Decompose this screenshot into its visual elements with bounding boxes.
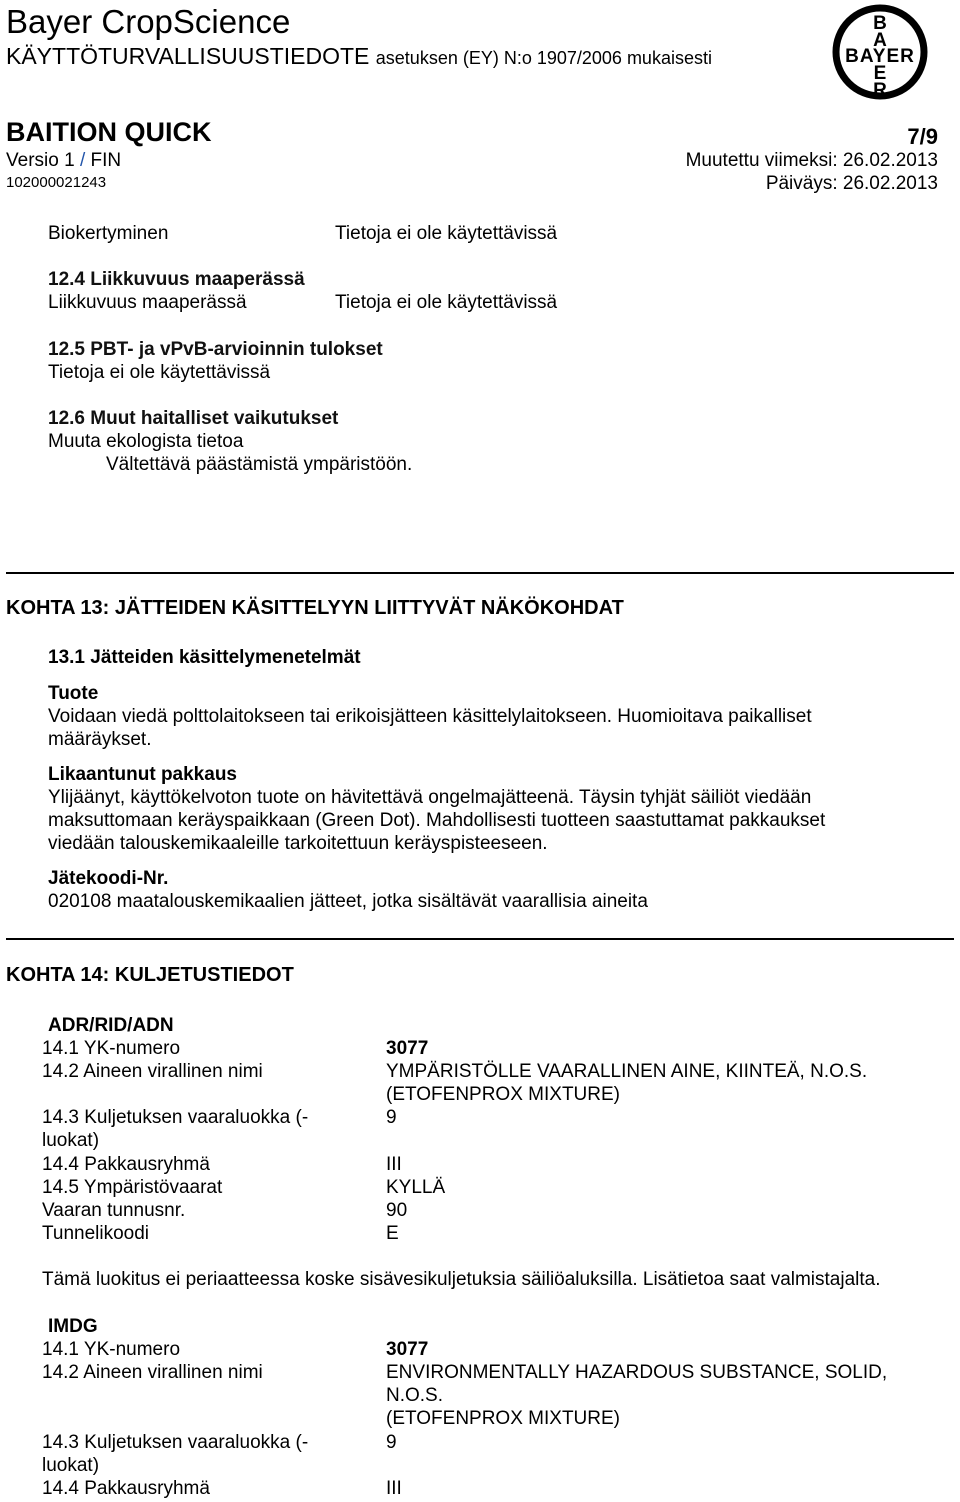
svg-text:E: E: [873, 63, 887, 84]
version-separator: /: [79, 150, 86, 171]
adr-hazard-class-value: 9: [386, 1107, 397, 1128]
adr-environmental-hazards-label: 14.5 Ympäristövaarat: [42, 1177, 223, 1198]
adr-tunnel-code-label: Tunnelikoodi: [42, 1223, 150, 1244]
waste-code-label: Jätekoodi-Nr.: [48, 868, 169, 889]
adr-packing-group-label: 14.4 Pakkausryhmä: [42, 1154, 210, 1175]
section-divider: [6, 572, 954, 574]
imdg-heading: IMDG: [48, 1316, 98, 1337]
avoid-release-text: Vältettävä päästämistä ympäristöön.: [106, 454, 413, 475]
packaging-text-line2: maksuttomaan keräyspaikkaan (Green Dot). Mahdollisesti tuotteen saastuttamat pakkaukset: [48, 810, 826, 831]
svg-text:A: A: [873, 30, 887, 51]
imdg-proper-name-value-line3: (ETOFENPROX MIXTURE): [386, 1408, 620, 1429]
bayer-cross-logo: [832, 2, 928, 102]
page-number: 7/9: [907, 124, 938, 149]
soil-mobility-label: Liikkuvuus maaperässä: [48, 292, 247, 313]
product-name: BAITION QUICK: [6, 117, 212, 147]
language-code: FIN: [90, 150, 122, 171]
section-12-4-title: 12.4 Liikkuvuus maaperässä: [48, 269, 305, 290]
modified-date: Muutettu viimeksi: 26.02.2013: [685, 150, 938, 171]
svg-text:BAYER: BAYER: [845, 46, 915, 67]
adr-environmental-hazards-value: KYLLÄ: [386, 1177, 446, 1198]
adr-hazard-class-label-line1: 14.3 Kuljetuksen vaaraluokka (-: [42, 1107, 309, 1128]
imdg-packing-group-value: III: [386, 1478, 402, 1499]
soil-mobility-value: Tietoja ei ole käytettävissä: [335, 292, 558, 313]
product-disposal-text-line1: Voidaan viedä polttolaitokseen tai erikoisjätteen käsittelylaitokseen. Huomioitava paikalliset: [48, 706, 812, 727]
svg-text:R: R: [873, 80, 887, 101]
adr-un-number-value: 3077: [386, 1038, 429, 1059]
imdg-un-number-label: 14.1 YK-numero: [42, 1339, 181, 1360]
section-12-5-title: 12.5 PBT- ja vPvB-arvioinnin tulokset: [48, 339, 383, 360]
imdg-packing-group-label: 14.4 Pakkausryhmä: [42, 1478, 210, 1499]
adr-packing-group-value: III: [386, 1154, 402, 1175]
document-number: 102000021243: [6, 174, 107, 191]
section-divider: [6, 938, 954, 940]
adr-un-number-label: 14.1 YK-numero: [42, 1038, 181, 1059]
section-13-title: KOHTA 13: JÄTTEIDEN KÄSITTELYYN LIITTYVÄT NÄKÖKOHDAT: [6, 597, 624, 619]
adr-tunnel-code-value: E: [386, 1223, 399, 1244]
section-14-title: KOHTA 14: KULJETUSTIEDOT: [6, 964, 294, 986]
adr-proper-name-label: 14.2 Aineen virallinen nimi: [42, 1061, 263, 1082]
version-label: Versio 1: [6, 150, 75, 171]
section-12-6-title: 12.6 Muut haitalliset vaikutukset: [48, 408, 339, 429]
pbt-assessment-text: Tietoja ei ole käytettävissä: [48, 362, 271, 383]
imdg-hazard-class-label-line1: 14.3 Kuljetuksen vaaraluokka (-: [42, 1432, 309, 1453]
waste-code-text: 020108 maatalouskemikaalien jätteet, jotka sisältävät vaarallisia aineita: [48, 891, 648, 912]
adr-proper-name-value-line1: YMPÄRISTÖLLE VAARALLINEN AINE, KIINTEÄ, N.O.S.: [386, 1061, 868, 1082]
document-title: [6, 42, 712, 72]
imdg-hazard-class-value: 9: [386, 1432, 397, 1453]
company-name: Bayer CropScience: [6, 3, 291, 40]
contaminated-packaging-label: Likaantunut pakkaus: [48, 764, 237, 785]
adr-classification-note: Tämä luokitus ei periaatteessa koske sisävesikuljetuksia säiliöaluksilla. Lisätietoa saat valmistajalta.: [42, 1269, 881, 1290]
document-regulation: asetuksen (EY) N:o 1907/2006 mukaisesti: [375, 48, 712, 68]
issue-date: Päiväys: 26.02.2013: [765, 173, 938, 194]
imdg-proper-name-value-line2: N.O.S.: [386, 1385, 444, 1406]
imdg-proper-name-value-line1: ENVIRONMENTALLY HAZARDOUS SUBSTANCE, SOLID,: [386, 1362, 888, 1383]
adr-hazard-class-label-line2: luokat): [42, 1130, 100, 1151]
adr-proper-name-value-line2: (ETOFENPROX MIXTURE): [386, 1084, 620, 1105]
imdg-un-number-value: 3077: [386, 1339, 429, 1360]
bioaccumulation-label: Biokertyminen: [48, 223, 169, 244]
other-ecological-info-label: Muuta ekologista tietoa: [48, 431, 244, 452]
svg-text:B: B: [873, 13, 887, 34]
packaging-text-line3: viedään talouskemikaaleille tarkoitettuun keräyspisteeseen.: [48, 833, 548, 854]
bioaccumulation-value: Tietoja ei ole käytettävissä: [335, 223, 558, 244]
adr-heading: ADR/RID/ADN: [48, 1015, 174, 1036]
adr-hazard-id-label: Vaaran tunnusnr.: [42, 1200, 186, 1221]
imdg-hazard-class-label-line2: luokat): [42, 1455, 100, 1476]
packaging-text-line1: Ylijäänyt, käyttökelvoton tuote on hävitettävä ongelmajätteenä. Täysin tyhjät säiliöt viedään: [48, 787, 812, 808]
product-disposal-label: Tuote: [48, 683, 99, 704]
product-disposal-text-line2: määräykset.: [48, 729, 152, 750]
imdg-proper-name-label: 14.2 Aineen virallinen nimi: [42, 1362, 263, 1383]
version-info: [6, 150, 121, 172]
section-13-1-title: 13.1 Jätteiden käsittelymenetelmät: [48, 647, 361, 668]
document-type: KÄYTTÖTURVALLISUUSTIEDOTE: [6, 43, 370, 69]
adr-hazard-id-value: 90: [386, 1200, 408, 1221]
